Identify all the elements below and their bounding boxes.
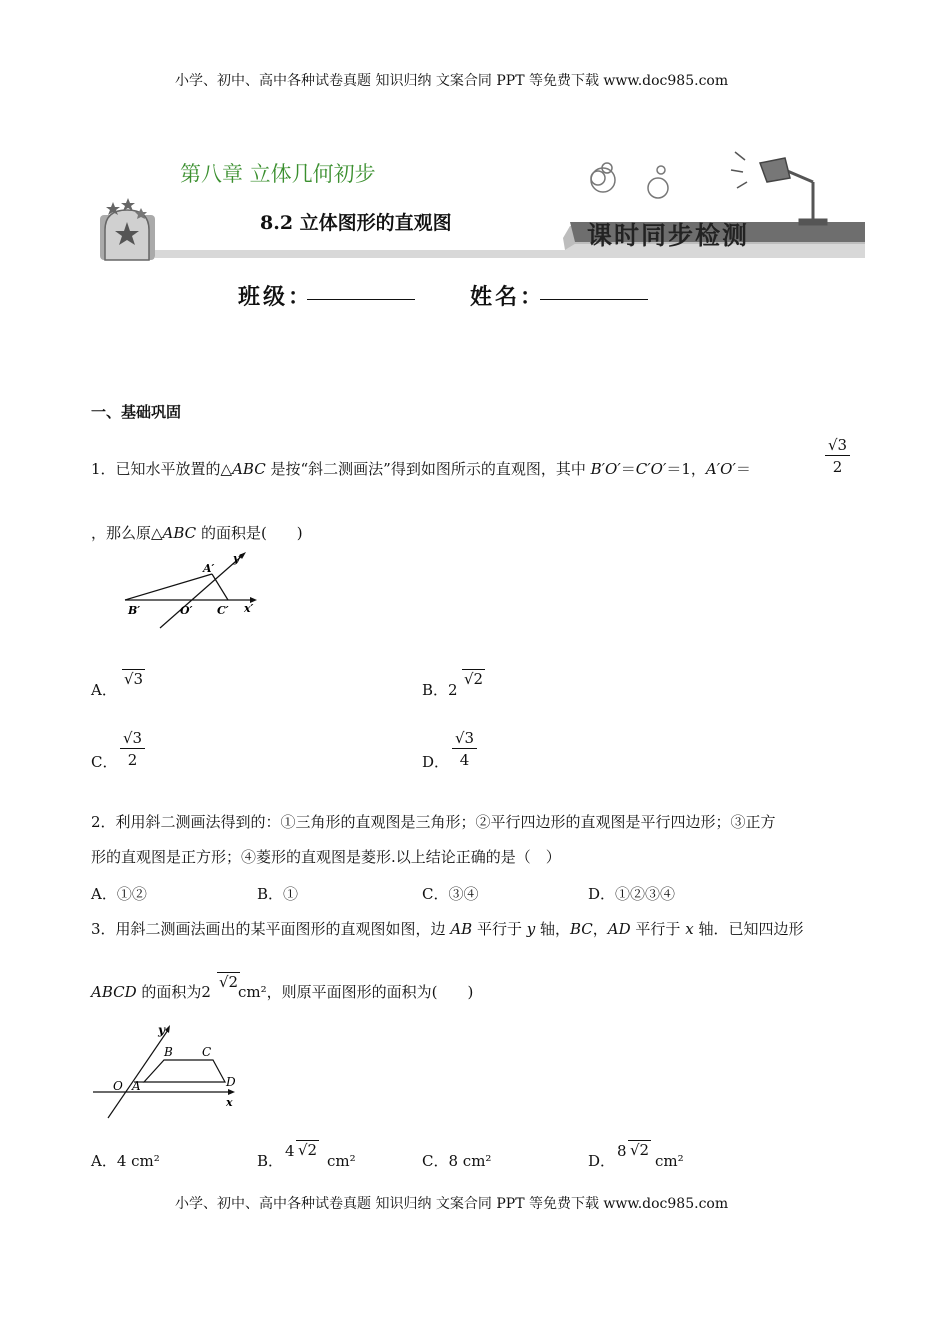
fig1-label-x: x′ (244, 602, 254, 615)
q3-line2: ABCD 的面积为2 (91, 983, 211, 1001)
q1-option-d[interactable]: D． (422, 753, 450, 771)
fig3-label-c: C (202, 1045, 212, 1059)
fig1-label-y: y′ (233, 552, 243, 565)
q2-line2: 形的直观图是正方形；④菱形的直观图是菱形.以上结论正确的是（ ） (91, 848, 561, 866)
fig3-label-y: y (158, 1023, 165, 1037)
q1-option-a-value: √3 (124, 670, 144, 688)
q1-option-c-value: $\frac{√3}{2}$ (120, 728, 145, 771)
q3-figure (88, 1018, 248, 1123)
q3-line2-tail: cm²，则原平面图形的面积为( ) (238, 983, 474, 1001)
q2-line1: 2．利用斜二测画法得到的：①三角形的直观图是三角形；②平行四边形的直观图是平行四边形；③正方 (91, 813, 776, 831)
q1-figure (120, 548, 270, 633)
chapter-title: 第八章 立体几何初步 (180, 162, 376, 186)
q1-fraction: $\frac{√3}{2}$ (825, 435, 850, 478)
q3-option-b-coef: 4 (285, 1142, 295, 1160)
desk-lamp-icon (731, 152, 826, 224)
star-badge-icon (100, 198, 155, 260)
q3-option-b-root: √2 (298, 1141, 318, 1159)
banner-right-label: 课时同步检测 (587, 221, 750, 250)
fig3-label-b: B (164, 1045, 173, 1059)
page-footer: 小学、初中、高中各种试卷真题 知识归纳 文案合同 PPT 等免费下载 www.doc985.com (175, 1196, 729, 1212)
q1-line2: ，那么原△ABC 的面积是( ) (91, 524, 303, 542)
fig1-label-b: B′ (128, 604, 141, 617)
q2-option-b[interactable]: B．① (257, 885, 299, 903)
q1-option-b[interactable]: B．2 (422, 681, 458, 699)
q3-option-d[interactable]: D． (588, 1152, 616, 1170)
fig3-label-a: A (132, 1079, 141, 1093)
q3-option-d-coef: 8 (617, 1142, 627, 1160)
q3-option-a[interactable]: A．4 cm² (91, 1152, 160, 1170)
name-field[interactable] (540, 298, 648, 300)
q1-option-c[interactable]: C． (91, 753, 118, 771)
q3-option-d-root: √2 (630, 1141, 650, 1159)
bubbles-icon (591, 163, 668, 198)
section-heading: 一、基础巩固 (91, 403, 182, 421)
q1-option-a[interactable]: A． (91, 681, 117, 699)
class-field[interactable] (307, 298, 415, 300)
q1-option-b-value: √2 (464, 670, 484, 688)
page-header: 小学、初中、高中各种试卷真题 知识归纳 文案合同 PPT 等免费下载 www.doc985.com (175, 73, 729, 89)
fig1-label-a: A′ (203, 562, 215, 575)
q3-option-c[interactable]: C．8 cm² (422, 1152, 492, 1170)
q2-option-c[interactable]: C．③④ (422, 885, 479, 903)
fig3-label-d: D (226, 1075, 236, 1089)
q2-option-d[interactable]: D．①②③④ (588, 885, 676, 903)
banner-graphic (95, 130, 865, 265)
q3-option-d-unit: cm² (655, 1152, 684, 1170)
q1-line1: 1．已知水平放置的△ABC 是按“斜二测画法”得到如图所示的直观图，其中 B′O′＝C′O′＝1，A′O′＝ (91, 460, 751, 478)
q1-option-d-value: $\frac{√3}{4}$ (452, 728, 477, 771)
fig1-label-c: C′ (217, 604, 229, 617)
fig1-label-o: O′ (180, 604, 193, 617)
q3-option-b[interactable]: B． (257, 1152, 284, 1170)
section-title: 8.2 立体图形的直观图 (260, 212, 452, 234)
fig3-label-o: O (113, 1079, 123, 1093)
fig3-label-x: x (226, 1096, 233, 1109)
q2-option-a[interactable]: A．①② (91, 885, 147, 903)
title-banner (95, 130, 865, 265)
q3-line1: 3．用斜二测画法画出的某平面图形的直观图如图，边 AB 平行于 y 轴，BC，AD 平行于 x 轴．已知四边形 (91, 920, 804, 938)
q3-option-b-unit: cm² (327, 1152, 356, 1170)
class-label: 班级： (238, 285, 314, 310)
name-label: 姓名： (470, 285, 546, 310)
q3-area-root: √2 (219, 973, 239, 991)
